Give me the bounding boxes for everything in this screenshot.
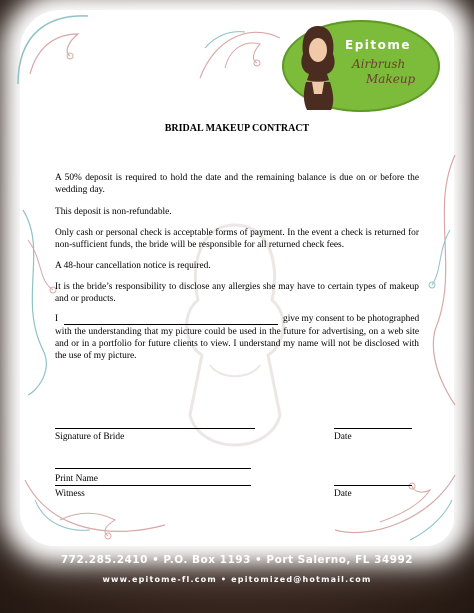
bride-signature-label: Signature of Bride — [55, 432, 125, 442]
web-email-footer: www.epitome-fl.com • epitomized@hotmail.com — [102, 575, 372, 584]
consent-suffix: give my consent to be photographed — [283, 314, 420, 324]
nonrefundable-paragraph: This deposit is non-refundable. — [55, 207, 172, 217]
print-name-line[interactable] — [55, 468, 251, 469]
witness-label: Witness — [55, 489, 85, 499]
cancellation-paragraph: A 48-hour cancellation notice is required. — [55, 261, 211, 271]
deposit-paragraph: A 50% deposit is required to hold the date and the remaining balance is due on or before the wedding day. — [55, 173, 419, 195]
payment-paragraph: Only cash or personal check is acceptable forms of payment. In the event a check is returned for non-sufficient funds, the bride will be responsible for all returned check fees. — [55, 228, 419, 250]
consent-prefix: I — [55, 314, 59, 324]
logo-brand-text: Epitome — [345, 38, 412, 52]
contract-title: BRIDAL MAKEUP CONTRACT — [164, 123, 310, 134]
print-name-label: Print Name — [55, 474, 98, 484]
logo-tagline-line1: Airbrush — [352, 57, 406, 71]
witness-signature-line[interactable] — [55, 485, 251, 486]
witness-date-line[interactable] — [334, 485, 412, 486]
bride-date-label: Date — [334, 432, 352, 442]
bride-signature-line[interactable] — [55, 428, 255, 429]
bride-date-line[interactable] — [334, 428, 412, 429]
contact-info-footer: 772.285.2410 • P.O. Box 1193 • Port Salerno, FL 34992 — [60, 554, 414, 566]
consent-name-line[interactable] — [64, 324, 278, 325]
logo-woman-icon — [289, 20, 347, 110]
consent-body-paragraph: with the understanding that my picture could be used in the future for advertising, on a web site and or in a portfolio for future clients to view. I understand my name will not be disclosed with the use of my picture. — [55, 327, 419, 361]
allergy-paragraph: It is the bride’s responsibility to disclose any allergies she may have to certain types of makeup and or products. — [55, 282, 419, 304]
logo-tagline-line2: Makeup — [366, 72, 416, 86]
witness-date-label: Date — [334, 489, 352, 499]
